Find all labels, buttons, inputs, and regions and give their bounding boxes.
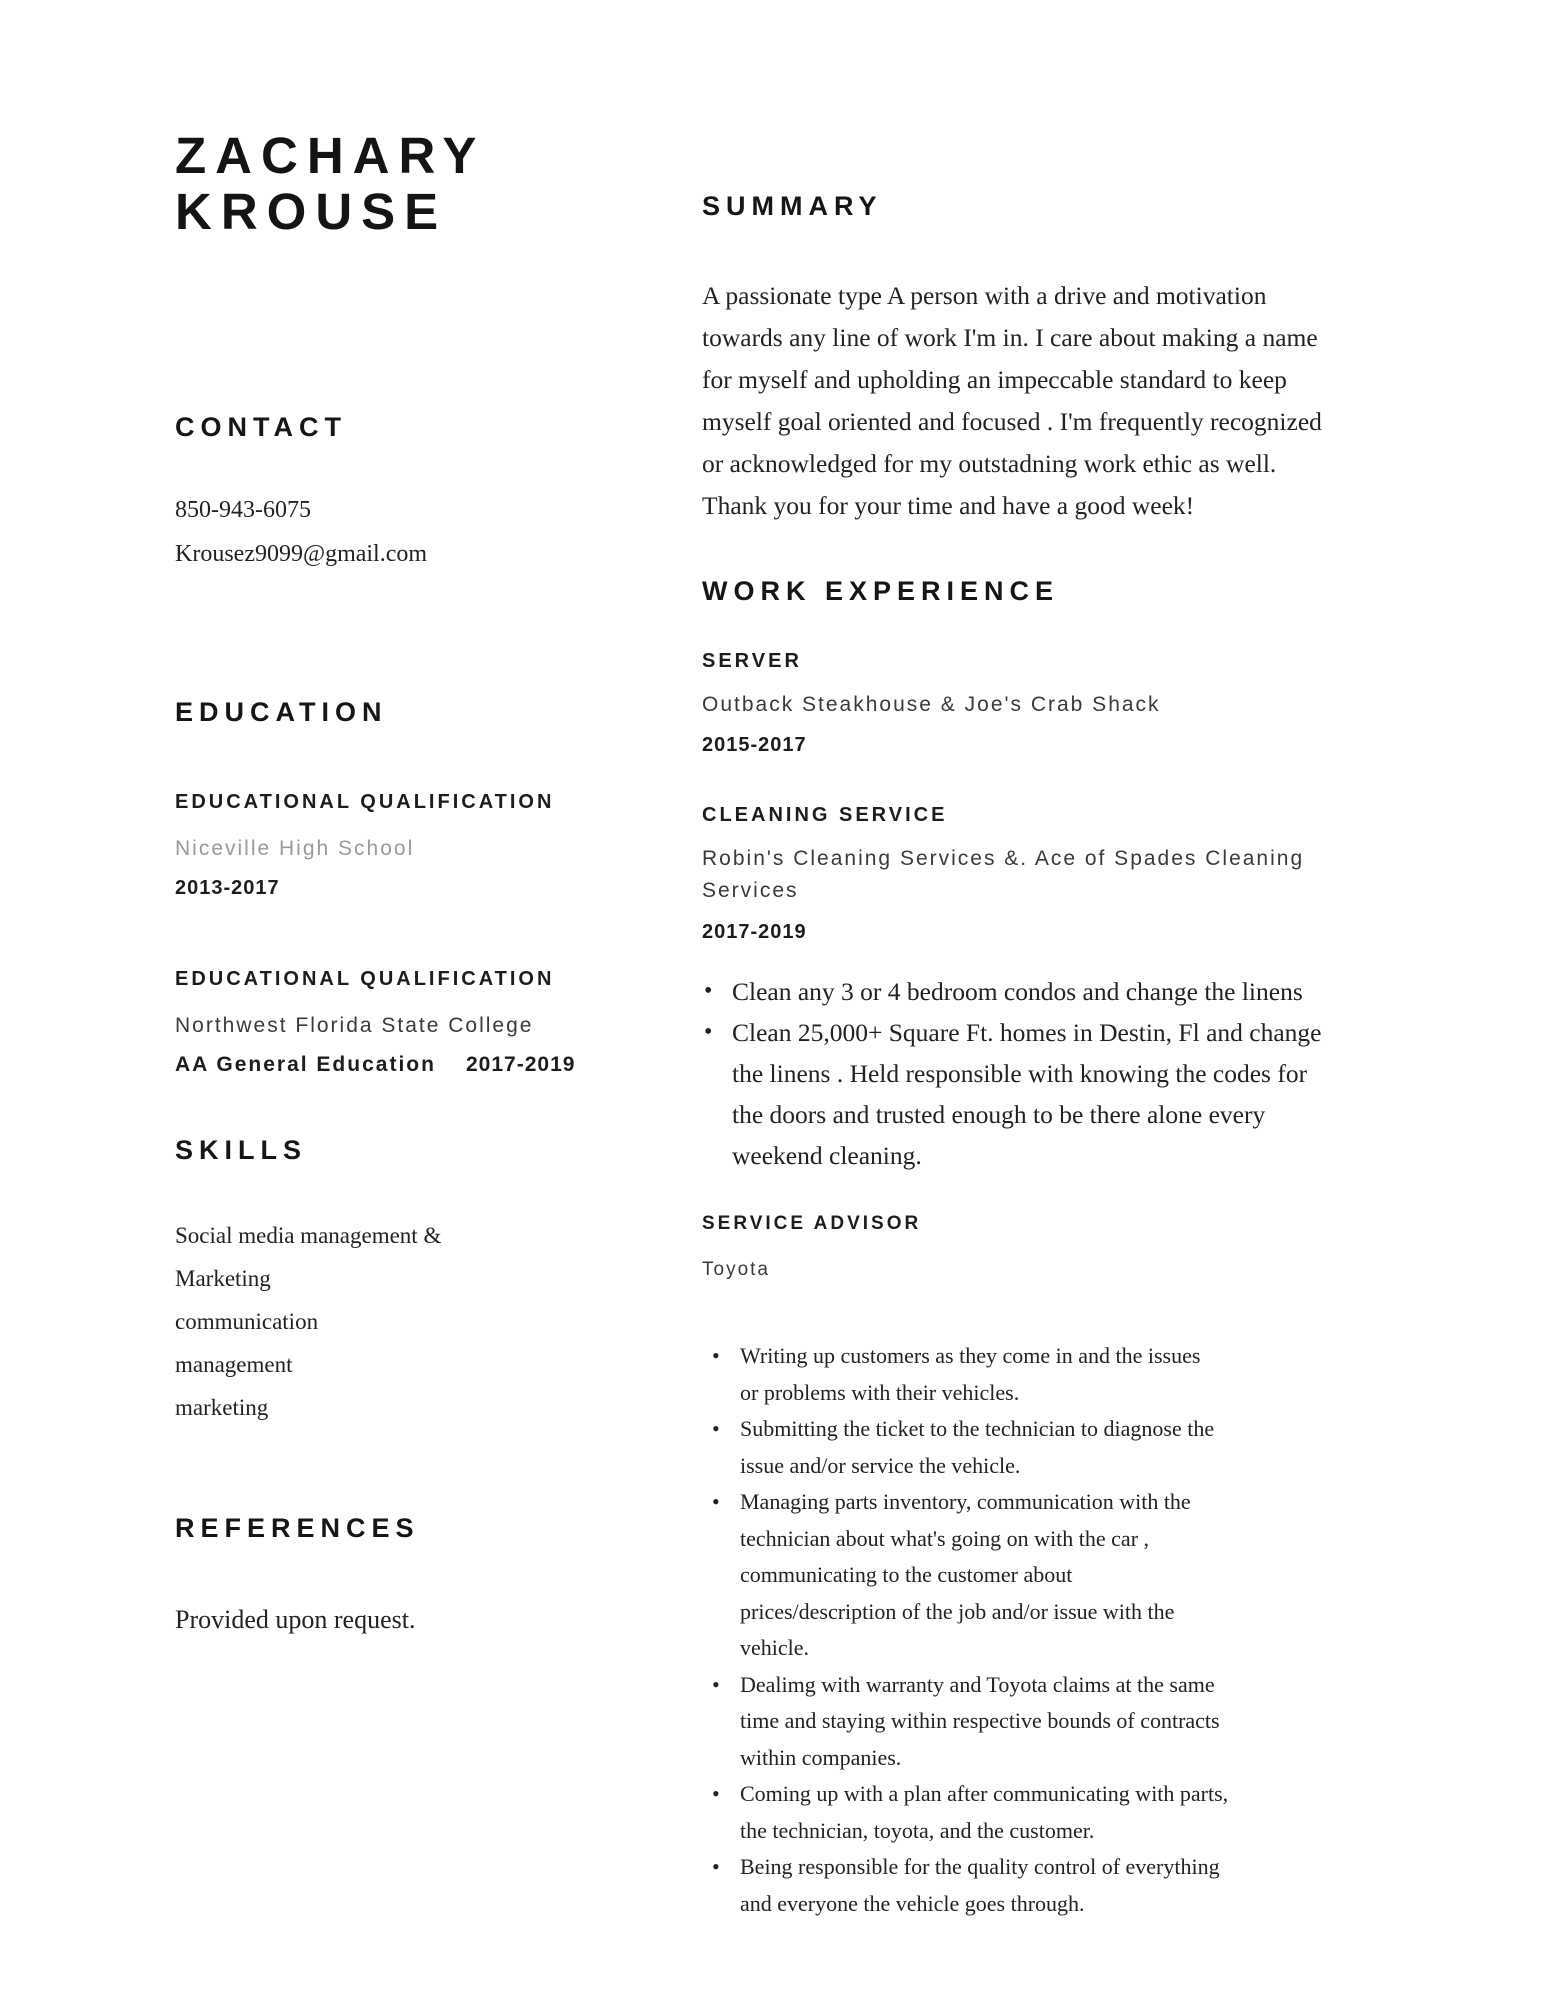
summary-line: Thank you for your time and have a good week!	[702, 491, 1195, 520]
bullet-line: issue and/or service the vehicle.	[740, 1452, 1021, 1478]
education-degree: AA General Education	[175, 1053, 436, 1076]
job-company: Outback Steakhouse & Joe's Crab Shack	[702, 693, 1161, 716]
education-heading: EDUCATION	[175, 697, 388, 727]
job-company-line: Robin's Cleaning Services &. Ace of Spades Cleaning	[702, 847, 1305, 870]
bullet-line: • Managing parts inventory, communication with the	[740, 1489, 1191, 1514]
job-years: 2015-2017	[702, 734, 807, 756]
job-title: CLEANING SERVICE	[702, 804, 948, 826]
skill-item: management	[175, 1352, 293, 1377]
list-item	[712, 1776, 1352, 1849]
bullet-line: • Being responsible for the quality control of everything	[740, 1854, 1220, 1879]
last-name: KROUSE	[175, 183, 448, 240]
list-item	[712, 1667, 1352, 1777]
bullet-line: prices/description of the job and/or issue with the	[740, 1598, 1175, 1624]
education-school: Northwest Florida State College	[175, 1014, 534, 1037]
list-item	[702, 971, 1422, 1012]
bullet-line: Clean any 3 or 4 bedroom condos and change the linens	[732, 977, 1303, 1006]
bullet-line: technician about what's going on with the car ,	[740, 1525, 1150, 1551]
bullet-line: vehicle.	[740, 1635, 810, 1660]
references-text: Provided upon request.	[175, 1605, 416, 1634]
job-company-line: Services	[702, 879, 799, 902]
bullet-line: the linens . Held responsible with knowing the codes for	[732, 1059, 1308, 1088]
skill-item: marketing	[175, 1395, 269, 1420]
summary-line: for myself and upholding an impeccable standard to keep	[702, 365, 1287, 394]
bullet-line: time and staying within respective bounds of contracts	[740, 1708, 1220, 1733]
contact-phone: 850-943-6075	[175, 497, 311, 523]
bullet-line: • Writing up customers as they come in and the issues	[740, 1343, 1201, 1368]
list-item	[712, 1849, 1352, 1922]
skills-list	[175, 1214, 441, 1429]
education-qualification-title: EDUCATIONAL QUALIFICATION	[175, 968, 555, 990]
candidate-name	[175, 128, 485, 240]
list-item	[712, 1338, 1352, 1411]
bullet-line: or problems with their vehicles.	[740, 1379, 1020, 1405]
bullet-line: • Clean 25,000+ Square Ft. homes in Destin, Fl and change	[732, 1018, 1322, 1047]
job-company: Toyota	[702, 1259, 770, 1280]
skills-heading: SKILLS	[175, 1135, 308, 1165]
job-bullets	[702, 971, 1422, 1176]
summary-line: towards any line of work I'm in. I care about making a name	[702, 323, 1318, 352]
skill-item: communication	[175, 1309, 319, 1334]
bullet-line: the technician, toyota, and the customer.	[740, 1817, 1095, 1843]
list-item	[702, 1012, 1422, 1176]
first-name: ZACHARY	[175, 127, 486, 184]
summary-line: A passionate type A person with a drive and motivation	[702, 281, 1267, 310]
job-company	[702, 843, 1304, 907]
job-years: 2017-2019	[702, 921, 807, 943]
work-experience-heading: WORK EXPERIENCE	[702, 576, 1060, 606]
contact-heading: CONTACT	[175, 412, 347, 442]
references-heading: REFERENCES	[175, 1513, 420, 1543]
summary-paragraph	[702, 275, 1422, 527]
job-title: SERVICE ADVISOR	[702, 1213, 922, 1234]
bullet-line: the doors and trusted enough to be there alone every	[732, 1100, 1266, 1129]
bullet-line: communicating to the customer about	[740, 1562, 1073, 1587]
education-qualification-title: EDUCATIONAL QUALIFICATION	[175, 791, 555, 813]
bullet-line: within companies.	[740, 1744, 902, 1770]
education-school: Niceville High School	[175, 837, 415, 860]
list-item	[712, 1411, 1352, 1484]
summary-heading: SUMMARY	[702, 191, 883, 221]
skill-item: Marketing	[175, 1266, 271, 1291]
skill-item: Social media management &	[175, 1223, 442, 1248]
bullet-line: • Coming up with a plan after communicating with parts,	[740, 1781, 1229, 1806]
bullet-line: • Dealimg with warranty and Toyota claims at the same	[740, 1671, 1215, 1697]
job-bullets	[712, 1338, 1352, 1922]
education-years: 2017-2019	[466, 1053, 576, 1076]
summary-line: myself goal oriented and focused . I'm frequently recognized	[702, 407, 1322, 436]
summary-line: or acknowledged for my outstadning work ethic as well.	[702, 449, 1277, 478]
job-title: SERVER	[702, 650, 802, 672]
bullet-line: and everyone the vehicle goes through.	[740, 1890, 1085, 1916]
contact-email[interactable]: Krousez9099@gmail.com	[175, 541, 428, 567]
bullet-line: • Submitting the ticket to the technician to diagnose the	[740, 1416, 1215, 1441]
list-item	[712, 1484, 1352, 1667]
bullet-line: weekend cleaning.	[732, 1141, 922, 1170]
education-years: 2013-2017	[175, 877, 280, 899]
